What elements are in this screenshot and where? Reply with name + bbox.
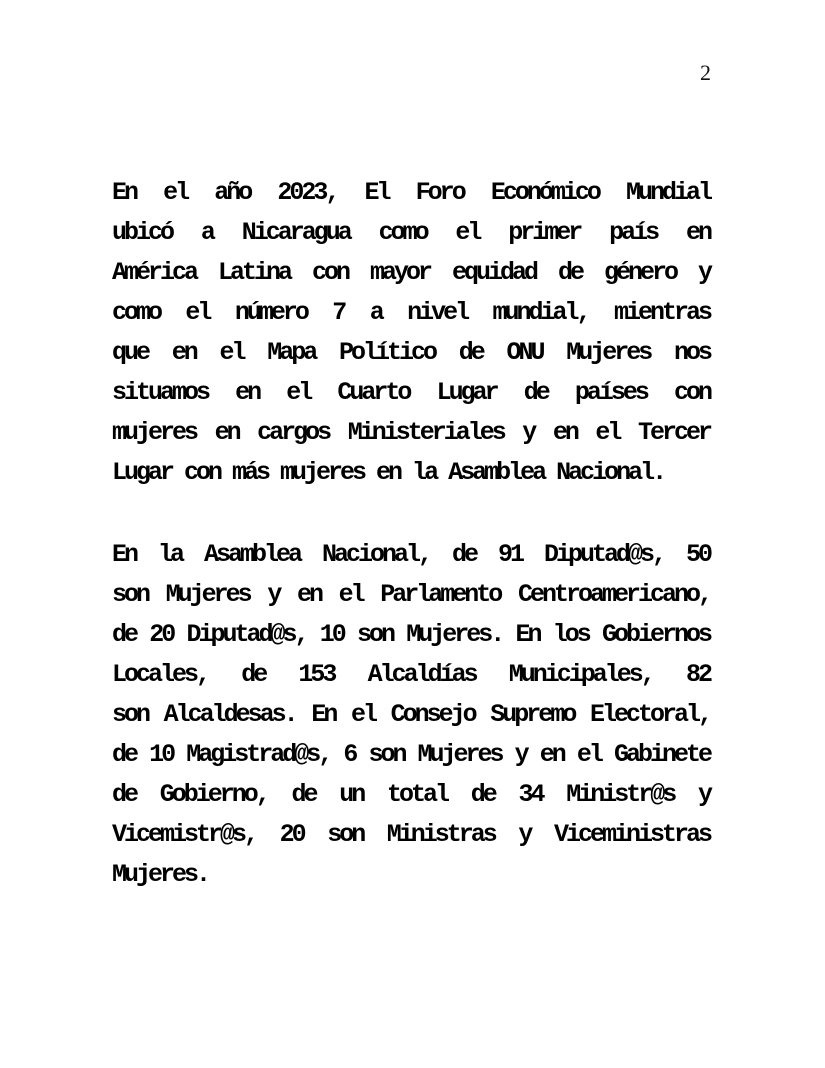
text-line: mujeres en cargos Ministeriales y en el Tercer [112, 418, 710, 447]
paragraph [112, 173, 710, 493]
text-line: son Alcaldesas. En el Consejo Supremo Electoral, [112, 700, 710, 729]
text-line: Lugar con más mujeres en la Asamblea Nacional. [112, 458, 665, 487]
text-line: que en el Mapa Político de ONU Mujeres nos [112, 338, 710, 367]
paragraph [112, 535, 710, 895]
text-line: de 20 Diputad@s, 10 son Mujeres. En los Gobiernos [112, 620, 710, 649]
text-line: Vicemistr@s, 20 son Ministras y Viceministras [112, 820, 710, 849]
text-line: En la Asamblea Nacional, de 91 Diputad@s, 50 [112, 540, 710, 569]
text-line: Mujeres. [112, 860, 209, 889]
text-line: son Mujeres y en el Parlamento Centroamericano, [112, 580, 710, 609]
page-number: 2 [700, 60, 711, 85]
text-line: América Latina con mayor equidad de género y [112, 258, 710, 287]
text-line: como el número 7 a nivel mundial, mientras [112, 298, 710, 327]
text-line: de 10 Magistrad@s, 6 son Mujeres y en el Gabinete [112, 740, 710, 769]
text-line: ubicó a Nicaragua como el primer país en [112, 218, 710, 247]
text-line: En el año 2023, El Foro Económico Mundial [112, 178, 710, 207]
document-body [112, 173, 710, 895]
text-line: situamos en el Cuarto Lugar de países con [112, 378, 710, 407]
text-line: Locales, de 153 Alcaldías Municipales, 82 [112, 660, 710, 689]
text-line: de Gobierno, de un total de 34 Ministr@s y [112, 780, 710, 809]
